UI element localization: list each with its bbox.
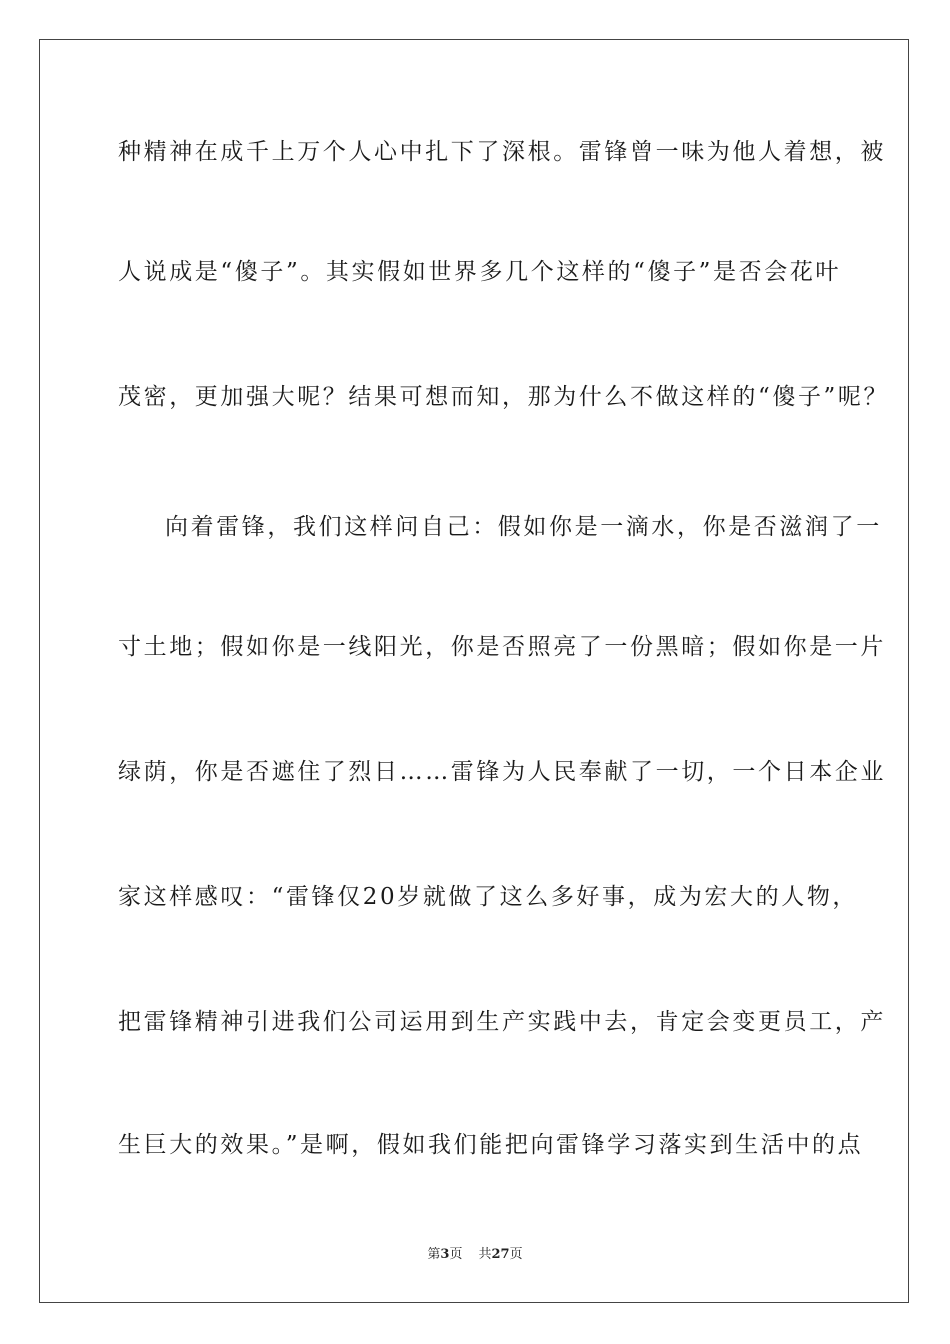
paragraph-line-1: 种精神在成千上万个人心中扎下了深根。雷锋曾一味为他人着想，被 (118, 139, 886, 165)
page-footer (0, 1246, 950, 1264)
paragraph-line-6: 绿荫，你是否遮住了烈日……雷锋为人民奉献了一切，一个日本企业 (118, 759, 886, 785)
paragraph-line-7: 家这样感叹：“雷锋仅20岁就做了这么多好事，成为宏大的人物， (118, 884, 859, 910)
paragraph-line-3: 茂密，更加强大呢？结果可想而知，那为什么不做这样的“傻子”呢？ (118, 384, 890, 410)
paragraph-line-2: 人说成是“傻子”。其实假如世界多几个这样的“傻子”是否会花叶 (118, 259, 842, 285)
page-prefix: 第 (427, 1247, 441, 1262)
total-prefix: 共 (478, 1247, 492, 1262)
paragraph-line-8: 把雷锋精神引进我们公司运用到生产实践中去，肯定会变更员工，产 (118, 1009, 886, 1035)
page-suffix: 页 (449, 1247, 463, 1262)
paragraph-line-9: 生巨大的效果。”是啊，假如我们能把向雷锋学习落实到生活中的点 (118, 1132, 864, 1158)
paragraph-line-5: 寸土地；假如你是一线阳光，你是否照亮了一份黑暗；假如你是一片 (118, 634, 886, 660)
total-suffix: 页 (509, 1247, 523, 1262)
total-page-count: 27 (491, 1247, 510, 1262)
page-border (39, 39, 909, 1303)
current-page-number: 3 (440, 1247, 450, 1262)
paragraph-line-4: 向着雷锋，我们这样问自己：假如你是一滴水，你是否滋润了一 (165, 514, 882, 540)
